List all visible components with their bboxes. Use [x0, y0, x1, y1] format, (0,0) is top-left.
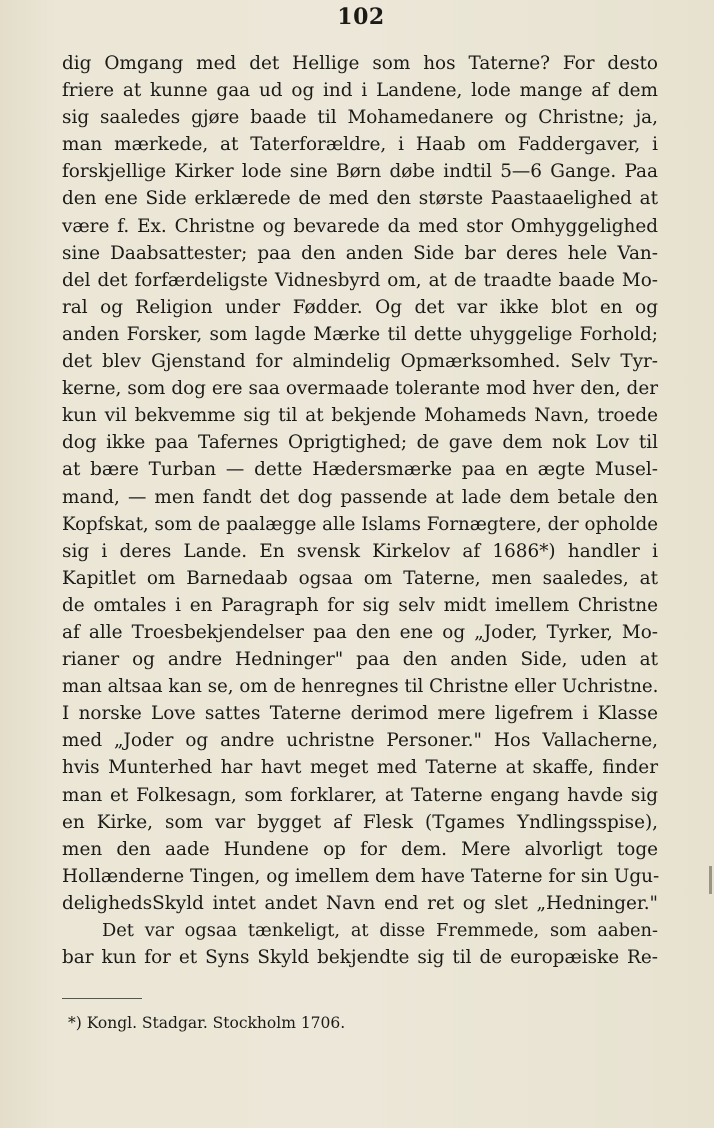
text-line: af alle Troesbekjendelser paa den ene og „Joder, Tyrker, Mo-: [62, 621, 658, 643]
text-line: mand, — men fandt det dog passende at lade dem betale den: [62, 486, 658, 508]
page-edge-mark: [709, 866, 712, 894]
text-line: friere at kunne gaa ud og ind i Landene, lode mange af dem: [62, 80, 658, 102]
page-number: 102: [337, 4, 385, 30]
text-line: rianer og andre Hedninger" paa den anden Side, uden at: [62, 649, 658, 671]
text-line: Kopfskat, som de paalægge alle Islams Fornægtere, der opholde: [62, 513, 658, 535]
text-line: de omtales i en Paragraph for sig selv midt imellem Christne: [62, 594, 658, 616]
text-line: kun vil bekvemme sig til at bekjende Mohameds Navn, troede: [62, 405, 658, 427]
footnote: *) Kongl. Stadgar. Stockholm 1706.: [68, 1014, 346, 1032]
body-text: [62, 50, 658, 971]
text-line: dig Omgang med det Hellige som hos Taterne? For desto: [62, 53, 658, 74]
text-line: I norske Love sattes Taterne derimod mere ligefrem i Klasse: [62, 703, 658, 725]
text-line: Kapitlet om Barnedaab ogsaa om Taterne, men saaledes, at: [62, 567, 658, 589]
text-line: delighedsSkyld intet andet Navn end ret og slet „Hedninger.": [62, 892, 658, 914]
text-line: at bære Turban — dette Hædersmærke paa en ægte Musel-: [62, 459, 658, 481]
text-line: ral og Religion under Fødder. Og det var ikke blot en og: [62, 296, 658, 318]
text-line: sig saaledes gjøre baade til Mohamedanere og Christne; ja,: [62, 107, 658, 129]
text-line: den ene Side erklærede de med den største Paastaaelighed at: [62, 188, 658, 210]
text-line: dog ikke paa Tafernes Oprigtighed; de gave dem nok Lov til: [62, 432, 658, 454]
text-line: del det forfærdeligste Vidnesbyrd om, at de traadte baade Mo-: [62, 269, 658, 291]
footnote-divider: [62, 998, 142, 999]
text-line: med „Joder og andre uchristne Personer." Hos Vallacherne,: [62, 730, 658, 752]
text-line: anden Forsker, som lagde Mærke til dette uhyggelige Forhold;: [62, 323, 658, 345]
text-line: sine Daabsattester; paa den anden Side bar deres hele Van-: [62, 242, 658, 264]
text-line: sig i deres Lande. En svensk Kirkelov af 1686*) handler i: [62, 540, 658, 562]
text-line: det blev Gjenstand for almindelig Opmærksomhed. Selv Tyr-: [62, 351, 658, 373]
text-line: hvis Munterhed har havt meget med Taterne at skaffe, finder: [62, 757, 658, 779]
text-line: man mærkede, at Taterforældre, i Haab om Faddergaver, i: [62, 134, 658, 156]
text-line: kerne, som dog ere saa overmaade tolerante mod hver den, der: [62, 378, 658, 400]
text-line: Det var ogsaa tænkeligt, at disse Fremmede, som aaben-: [102, 920, 658, 941]
text-line: men den aade Hundene op for dem. Mere alvorligt toge: [62, 838, 658, 860]
text-line: man et Folkesagn, som forklarer, at Taterne engang havde sig: [62, 784, 658, 806]
text-line: man altsaa kan se, om de henregnes til Christne eller Uchristne.: [62, 676, 659, 698]
text-line: Hollænderne Tingen, og imellem dem have Taterne for sin Ugu-: [62, 865, 660, 887]
text-line: være f. Ex. Christne og bevarede da med stor Omhyggelighed: [62, 215, 658, 237]
text-line: bar kun for et Syns Skyld bekjendte sig til de europæiske Re-: [62, 947, 658, 969]
text-line: en Kirke, som var bygget af Flesk (Tgames Yndlingsspise),: [62, 811, 658, 833]
text-line: forskjellige Kirker lode sine Børn døbe indtil 5—6 Gange. Paa: [62, 161, 658, 183]
